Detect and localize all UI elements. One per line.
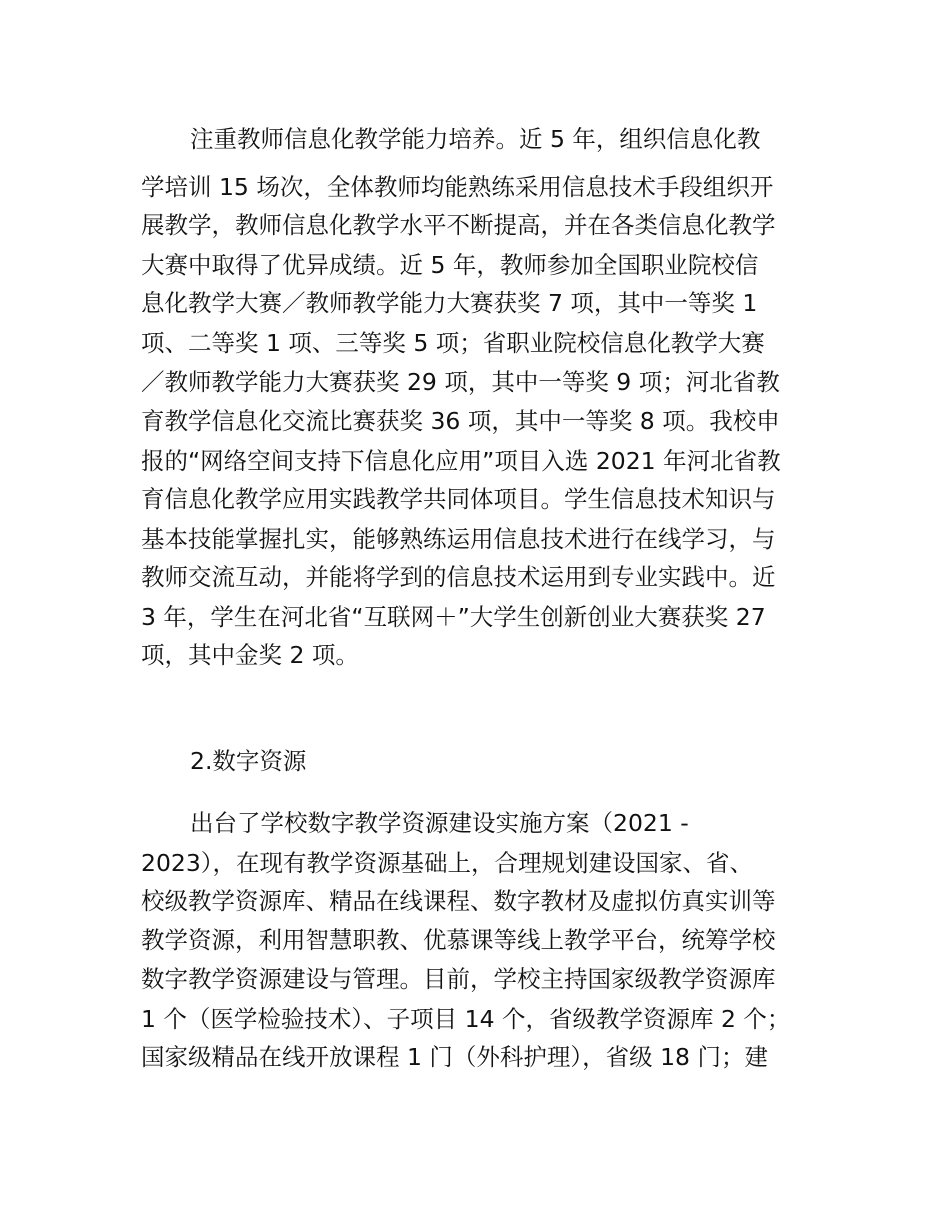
paragraph-2-line-6: 1 个（医学检验技术）、子项目 14 个，省级教学资源库 2 个； xyxy=(141,1005,791,1033)
paragraph-1-line-6: 项、二等奖 1 项、三等奖 5 项；省职业院校信息化教学大赛 xyxy=(141,329,765,357)
paragraph-1-line-5: 息化教学大赛／教师教学能力大赛获奖 7 项，其中一等奖 1 xyxy=(141,289,758,317)
paragraph-1-line-9: 报的“网络空间支持下信息化应用”项目入选 2021 年河北省教 xyxy=(141,447,781,475)
paragraph-1-line-7: ／教师教学能力大赛获奖 29 项，其中一等奖 9 项；河北省教 xyxy=(141,368,780,396)
paragraph-2-line-2: 2023），在现有教学资源基础上，合理规划建设国家、省、 xyxy=(141,849,754,877)
paragraph-2-line-1: 出台了学校数字教学资源建设实施方案（2021 - xyxy=(190,809,689,837)
paragraph-1-line-1: 注重教师信息化教学能力培养。近 5 年，组织信息化教 xyxy=(190,125,761,153)
paragraph-2-line-4: 教学资源，利用智慧职教、优慕课等线上教学平台，统筹学校 xyxy=(141,926,776,954)
paragraph-1-line-10: 育信息化教学应用实践教学共同体项目。学生信息技术知识与 xyxy=(141,485,776,513)
paragraph-1-line-13: 3 年，学生在河北省“互联网＋”大学生创新创业大赛获奖 27 xyxy=(141,603,766,631)
paragraph-2-line-5: 数字教学资源建设与管理。目前，学校主持国家级教学资源库 xyxy=(141,965,776,993)
paragraph-1-line-4: 大赛中取得了优异成绩。近 5 年，教师参加全国职业院校信 xyxy=(141,251,759,279)
paragraph-2-line-7: 国家级精品在线开放课程 1 门（外科护理），省级 18 门；建 xyxy=(141,1043,768,1071)
paragraph-1-line-12: 教师交流互动，并能将学到的信息技术运用到专业实践中。近 xyxy=(141,563,776,591)
paragraph-1-line-3: 展教学，教师信息化教学水平不断提高，并在各类信息化教学 xyxy=(141,211,776,239)
section-heading: 2.数字资源 xyxy=(190,747,307,775)
paragraph-1-line-8: 育教学信息化交流比赛获奖 36 项，其中一等奖 8 项。我校申 xyxy=(141,407,780,435)
paragraph-1-line-2: 学培训 15 场次，全体教师均能熟练采用信息技术手段组织开 xyxy=(141,173,774,201)
paragraph-1-line-11: 基本技能掌握扎实，能够熟练运用信息技术进行在线学习，与 xyxy=(141,525,776,553)
paragraph-1-line-14: 项，其中金奖 2 项。 xyxy=(141,641,359,669)
paragraph-2-line-3: 校级教学资源库、精品在线课程、数字教材及虚拟仿真实训等 xyxy=(141,887,776,915)
